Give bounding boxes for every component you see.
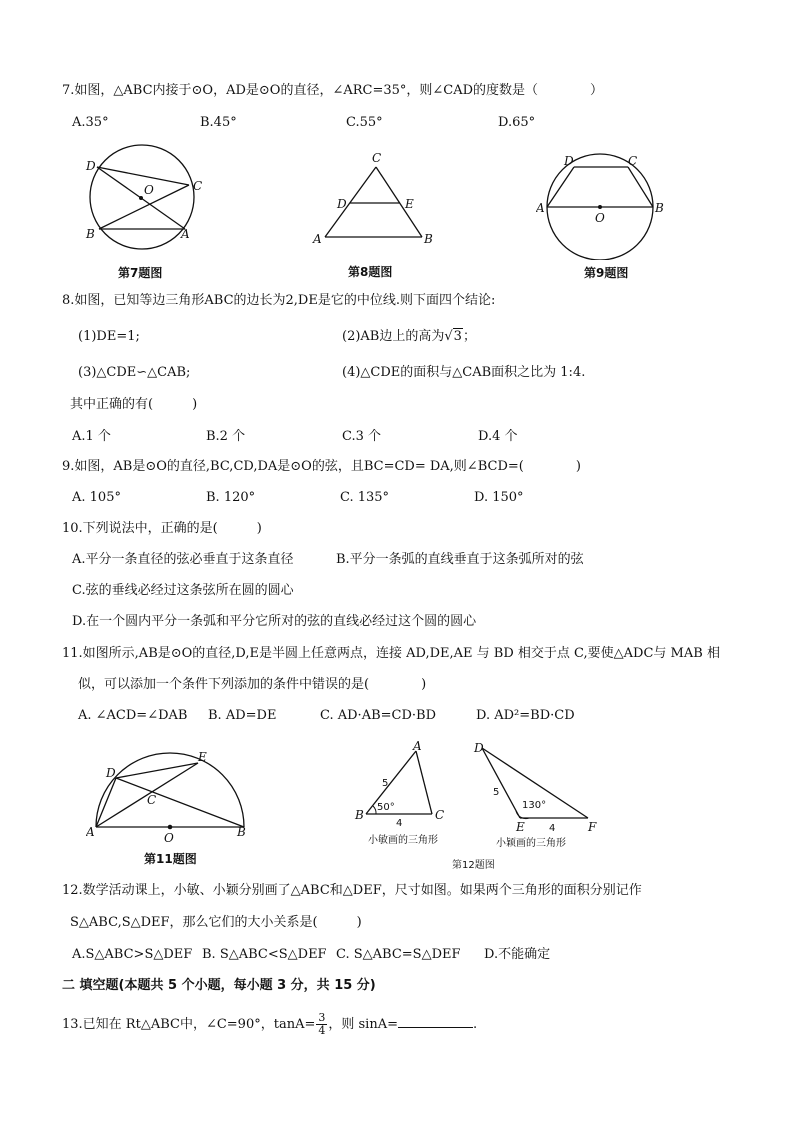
q10-stem: 10.下列说法中，正确的是( )	[62, 521, 262, 536]
q13-answer-blank	[398, 1015, 473, 1028]
q7-option-b: B.45°	[200, 115, 237, 130]
q8-option-c: C.3 个	[342, 429, 382, 444]
q7-option-a: A.35°	[72, 115, 109, 130]
q9-option-c: C. 135°	[340, 490, 390, 505]
q7-stem: 7.如图，△ABC内接于⊙O，AD是⊙O的直径，∠ARC=35°，则∠CAD的度数是（ ）	[62, 83, 604, 98]
q10-option-a: A.平分一条直径的弦必垂直于这条直径	[72, 552, 294, 567]
q12-option-a: A.S△ABC>S△DEF	[72, 947, 193, 962]
tri-def-side-5: 5	[493, 787, 500, 798]
q8-conclusion-4: (4)△CDE的面积与△CAB面积之比为 1:4.	[342, 365, 586, 380]
section-2-title: 二 填空题(本题共 5 个小题，每小题 3 分，共 15 分)	[62, 978, 376, 993]
fig11-label-a: A	[86, 825, 95, 839]
tri-def-label-d: D	[474, 741, 484, 755]
q11-stem-line1: 11.如图所示,AB是⊙O的直径,D,E是半圆上任意两点，连接 AD,DE,AE 与 BD 相交于点 C,要使△ADC与 MAB 相	[62, 646, 720, 661]
q12-stem-line1: 12.数学活动课上，小敏、小颖分别画了△ABC和△DEF，尺寸如图。如果两个三角形的面积分别记作	[62, 883, 642, 898]
tri-abc-label-b: B	[355, 808, 364, 822]
q10-option-b: B.平分一条弧的直线垂直于这条弧所对的弦	[336, 552, 584, 567]
tri-def-label-f: F	[588, 820, 597, 833]
fig8-label-c: C	[372, 151, 382, 165]
figure-11-caption: 第11题图	[144, 852, 197, 866]
tri-abc-side-4: 4	[396, 818, 403, 826]
fig8-label-b: B	[424, 232, 433, 245]
q8-conclusion-3: (3)△CDE∽△CAB;	[78, 365, 191, 380]
q11-option-b: B. AD=DE	[208, 708, 277, 723]
figure-9-circle	[536, 150, 666, 260]
fig9-label-b: B	[655, 201, 664, 215]
q8-option-a: A.1 个	[72, 429, 111, 444]
fig11-label-b: B	[237, 825, 246, 839]
q8-stem: 8.如图，已知等边三角形ABC的边长为2,DE是它的中位线.则下面四个结论:	[62, 293, 496, 308]
tri-def-caption: 小颖画的三角形	[496, 838, 566, 849]
figure-8-triangle	[310, 145, 440, 245]
fig7-label-d: D	[86, 159, 96, 173]
q8-tail: 其中正确的有( )	[70, 397, 198, 412]
tri-abc-label-c: C	[435, 808, 445, 822]
q7-option-c: C.55°	[346, 115, 383, 130]
figure-7-circle	[78, 140, 208, 250]
q12-option-d: D.不能确定	[484, 947, 551, 962]
fig7-label-a: A	[181, 227, 190, 241]
q11-option-a: A. ∠ACD=∠DAB	[78, 708, 188, 723]
figure-12-caption: 第12题图	[452, 860, 495, 871]
fig9-label-a: A	[536, 201, 545, 215]
fig11-label-o: O	[164, 831, 174, 845]
figure-12-triangle-def	[470, 738, 605, 833]
figure-11-semicircle	[86, 745, 256, 845]
fig8-label-e: E	[405, 197, 414, 211]
tri-def-label-e: E	[516, 820, 525, 833]
fig8-label-a: A	[313, 232, 322, 245]
figure-9-caption: 第9题图	[584, 266, 629, 280]
q8-option-b: B.2 个	[206, 429, 246, 444]
q8-conclusion-2: (2)AB边上的高为√3；	[342, 329, 476, 344]
q11-stem-line2: 似，可以添加一个条件下列添加的条件中错误的是( )	[78, 677, 427, 692]
tri-abc-angle: 50°	[377, 802, 395, 813]
fig7-label-b: B	[86, 227, 95, 241]
q7-option-d: D.65°	[498, 115, 536, 130]
tri-abc-side-5: 5	[382, 778, 389, 789]
fig9-label-d: D	[564, 154, 574, 168]
fig9-label-o: O	[595, 211, 605, 225]
fig8-label-d: D	[337, 197, 347, 211]
q9-option-b: B. 120°	[206, 490, 256, 505]
tri-def-angle: 130°	[522, 800, 547, 811]
q10-option-c: C.弦的垂线必经过这条弦所在圆的圆心	[72, 583, 294, 598]
figure-7-caption: 第7题图	[118, 266, 163, 280]
fig9-label-c: C	[628, 154, 638, 168]
q10-option-d: D.在一个圆内平分一条弧和平分它所对的弦的直线必经过这个圆的圆心	[72, 614, 477, 629]
tri-abc-caption: 小敏画的三角形	[368, 835, 438, 846]
q8-option-d: D.4 个	[478, 429, 518, 444]
q12-option-c: C. S△ABC=S△DEF	[336, 947, 461, 962]
fig7-label-c: C	[193, 179, 203, 193]
q9-option-a: A. 105°	[72, 490, 121, 505]
q9-stem: 9.如图，AB是⊙O的直径,BC,CD,DA是⊙O的弦，且BC=CD= DA,则∠BCD=( )	[62, 459, 581, 474]
q8-conclusion-1: (1)DE=1;	[78, 329, 140, 344]
q11-option-d: D. AD²=BD·CD	[476, 708, 575, 723]
q13-fraction: $\frac{3}{4}$	[318, 1011, 326, 1037]
fig7-label-o: O	[144, 183, 154, 197]
q11-option-c: C. AD·AB=CD·BD	[320, 708, 437, 723]
tri-abc-label-a: A	[413, 739, 422, 753]
q13-stem: 13.已知在 Rt△ABC中，∠C=90°，tanA= $\frac{3}{4}$ ，则 sinA= .	[62, 1011, 478, 1037]
q9-option-d: D. 150°	[474, 490, 524, 505]
q12-stem-line2: S△ABC,S△DEF，那么它们的大小关系是( )	[70, 915, 362, 930]
fig11-label-c: C	[147, 793, 157, 807]
fig11-label-e: E	[198, 750, 207, 764]
figure-8-caption: 第8题图	[348, 265, 393, 279]
figure-12-triangle-abc	[352, 738, 462, 826]
fig11-label-d: D	[106, 766, 116, 780]
q12-option-b: B. S△ABC<S△DEF	[202, 947, 327, 962]
tri-def-side-4: 4	[549, 823, 556, 833]
